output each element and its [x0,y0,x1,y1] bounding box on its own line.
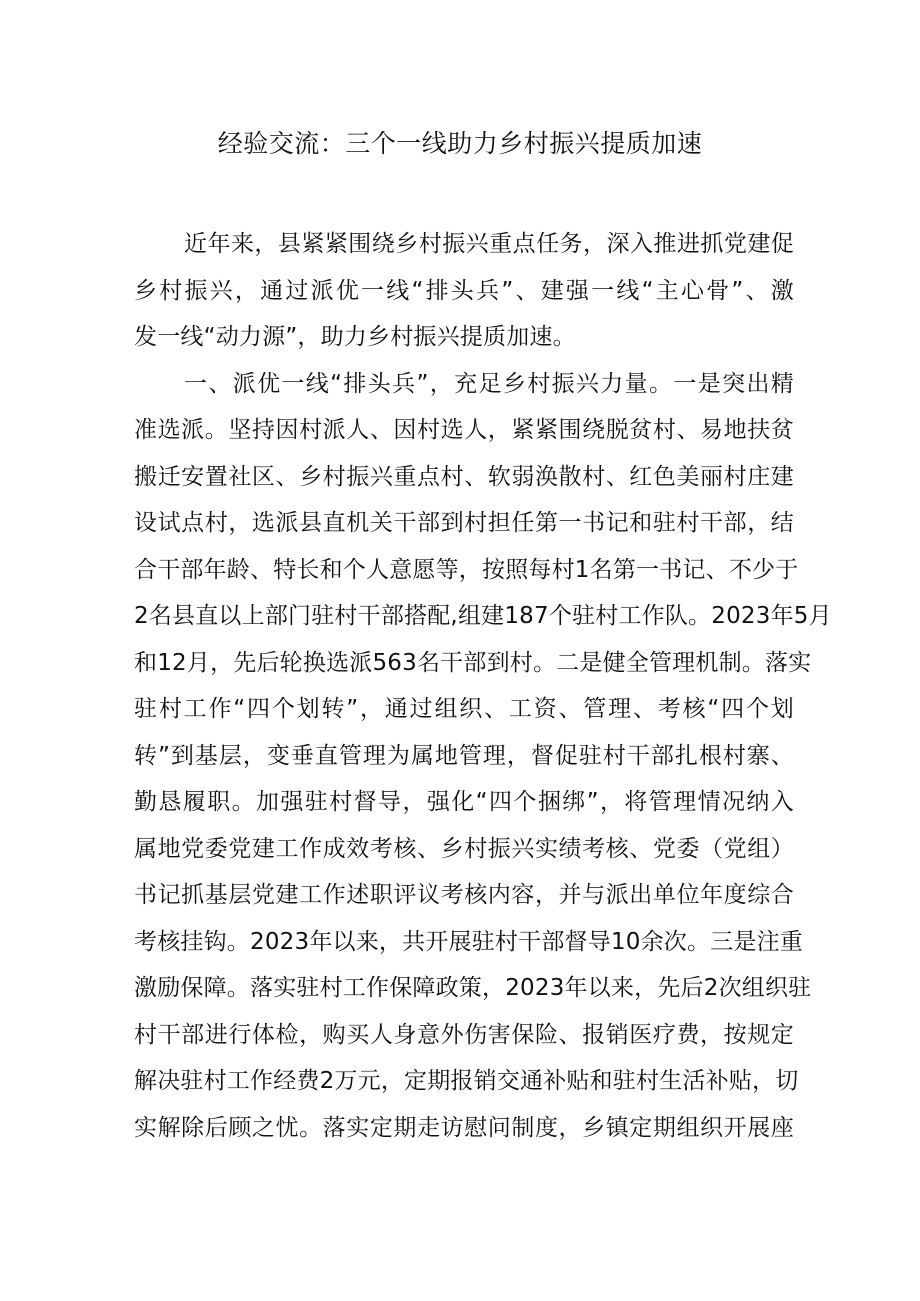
paragraph-2-line-14: 激励保障。落实驻村工作保障政策，2023年以来，先后2次组织驻 [134,975,812,1001]
paragraph-2-line-10: 勤恳履职。加强驻村督导，强化“四个捆绑”，将管理情况纳入 [134,789,794,815]
paragraph-2-line-16: 解决驻村工作经费2万元，定期报销交通补贴和驻村生活补贴，切 [134,1068,799,1094]
paragraph-1-line-3: 发一线“动力源”，助力乡村振兴提质加速。 [134,324,576,350]
paragraph-2-line-4: 设试点村，选派县直机关干部到村担任第一书记和驻村干部，结 [134,510,794,536]
paragraph-2-line-15: 村干部进行体检，购买人身意外伤害保险、报销医疗费，按规定 [134,1021,794,1048]
paragraph-2-line-1: 一、派优一线“排头兵”，充足乡村振兴力量。一是突出精 [184,370,794,397]
paragraph-2-line-5: 合干部年龄、特长和个人意愿等，按照每村1名第一书记、不少于 [134,556,799,583]
paragraph-2-line-13: 考核挂钩。2023年以来，共开展驻村干部督导10余次。三是注重 [134,928,803,955]
paragraph-2-line-2: 准选派。坚持因村派人、因村选人，紧紧围绕脱贫村、易地扶贫 [134,417,794,443]
paragraph-2-line-6: 2名县直以上部门驻村干部搭配,组建187个驻村工作队。2023年5月 [134,603,832,629]
paragraph-2-line-3: 搬迁安置社区、乡村振兴重点村、软弱涣散村、红色美丽村庄建 [134,463,794,490]
paragraph-2-line-17: 实解除后顾之忧。落实定期走访慰问制度，乡镇定期组织开展座 [134,1114,794,1141]
paragraph-2-line-7: 和12月，先后轮换选派563名干部到村。二是健全管理机制。落实 [134,649,812,676]
paragraph-2-line-12: 书记抓基层党建工作述职评议考核内容，并与派出单位年度综合 [134,882,794,908]
paragraph-2-line-11: 属地党委党建工作成效考核、乡村振兴实绩考核、党委（党组） [134,835,794,862]
paragraph-2-line-9: 转”到基层，变垂直管理为属地管理，督促驻村干部扎根村寨、 [134,742,794,769]
document-title: 经验交流：三个一线助力乡村振兴提质加速 [217,129,703,158]
paragraph-2-line-8: 驻村工作“四个划转”，通过组织、工资、管理、考核“四个划 [134,696,794,722]
paragraph-1-line-1: 近年来，县紧紧围绕乡村振兴重点任务，深入推进抓党建促 [184,231,794,257]
paragraph-1-line-2: 乡村振兴，通过派优一线“排头兵”、建强一线“主心骨”、激 [134,277,794,304]
document-body [134,221,832,1151]
